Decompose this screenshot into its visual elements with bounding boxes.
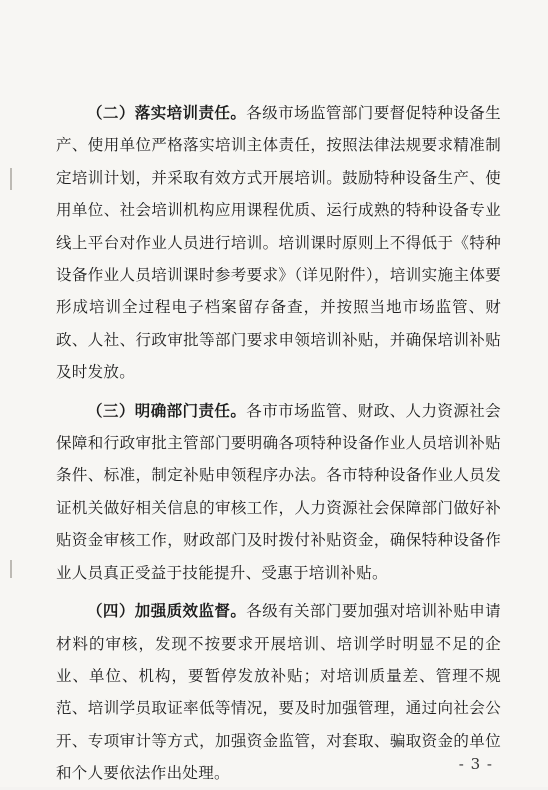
- paragraph-text: 各级市场监管部门要督促特种设备生产、使用单位严格落实培训主体责任，按照法律法规要求精准制定培训计划，并采取有效方式开展培训。鼓励特种设备生产、使用单位、社会培训机构应用课程优质、运行成熟的特种设备专业线上平台对作业人员进行培训。培训课时原则上不得低于《特种设备作业人员培训课时参考要求》（详见附件），培训实施主体要形成培训全过程电子档案留存备查，并按照当地市场监管、财政、人社、行政审批等部门要求申领培训补贴，并确保培训补贴及时发放。: [56, 104, 501, 382]
- paragraph-heading: （二）落实培训责任。: [87, 103, 247, 122]
- paragraph-heading: （三）明确部门责任。: [87, 400, 247, 420]
- page-number: - 3 -: [458, 755, 493, 773]
- binding-mark: [10, 560, 12, 578]
- paragraph-training-responsibility: [56, 97, 501, 389]
- document-body: [56, 97, 501, 790]
- paragraph-department-responsibility: [56, 395, 501, 589]
- paragraph-heading: （四）加强质效监督。: [87, 601, 247, 621]
- binding-mark: [10, 168, 12, 190]
- paragraph-text: 各级有关部门要加强对培训补贴申请材料的审核，发现不按要求开展培训、培训学时明显不足的企业、单位、机构，要暂停发放补贴；对培训质量差、管理不规范、培训学员取证率低等情况，要及时加强管理，通过向社会公开、专项审计等方式，加强资金监管，对套取、骗取资金的单位和个人要依法作出处理。: [56, 602, 501, 783]
- paragraph-text: 各市市场监管、财政、人力资源社会保障和行政审批主管部门要明确各项特种设备作业人员培训补贴条件、标准，制定补贴申领程序办法。各市特种设备作业人员发证机关做好相关信息的审核工作，人力资源社会保障部门做好补贴资金审核工作，财政部门及时拨付补贴资金，确保特种设备作业人员真正受益于技能提升、受惠于培训补贴。: [56, 401, 501, 582]
- paragraph-quality-supervision: [56, 595, 501, 789]
